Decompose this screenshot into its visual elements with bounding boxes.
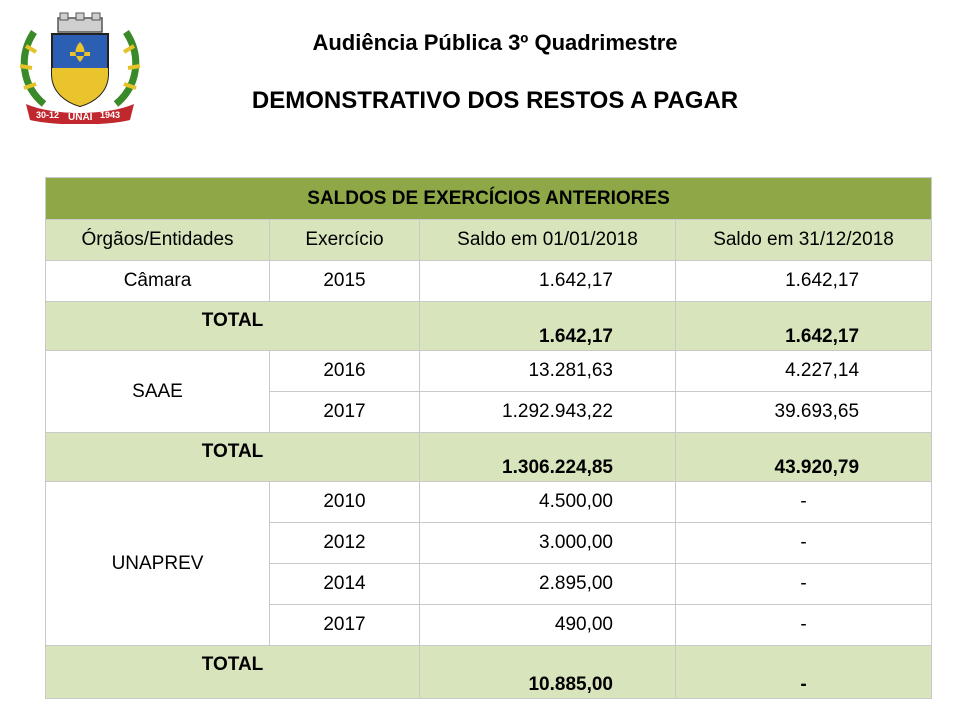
org-saae: SAAE	[46, 351, 270, 433]
total-row-saae	[46, 433, 932, 482]
year-cell: 2012	[270, 523, 420, 564]
page-title: Audiência Pública 3º Quadrimestre	[312, 30, 678, 55]
year-cell: 2016	[270, 351, 420, 392]
saldo-final-cell: 39.693,65	[676, 392, 932, 433]
total-saldo-inicial: 10.885,00	[420, 646, 676, 699]
saldo-inicial-cell: 490,00	[420, 605, 676, 646]
table-row	[46, 482, 932, 523]
logo-year-text: 1943	[100, 110, 121, 120]
saldo-inicial-cell: 2.895,00	[420, 564, 676, 605]
saldo-final-cell: -	[676, 605, 932, 646]
total-saldo-final: -	[676, 646, 932, 699]
saldo-final-cell: 1.642,17	[676, 261, 932, 302]
year-cell: 2017	[270, 605, 420, 646]
saldo-inicial-cell: 3.000,00	[420, 523, 676, 564]
saldo-inicial-cell: 1.642,17	[420, 261, 676, 302]
org-unaprev: UNAPREV	[46, 482, 270, 646]
total-saldo-inicial: 1.306.224,85	[420, 433, 676, 482]
column-header-saldo-final: Saldo em 31/12/2018	[676, 220, 932, 261]
logo-date-text: 30-12	[36, 110, 60, 120]
page-subtitle: DEMONSTRATIVO DOS RESTOS A PAGAR	[251, 87, 739, 114]
table-row	[46, 351, 932, 392]
column-header-row	[46, 220, 932, 261]
total-saldo-inicial: 1.642,17	[420, 302, 676, 351]
saldo-final-cell: 4.227,14	[676, 351, 932, 392]
logo-city-text: UNAI	[68, 112, 93, 123]
year-cell: 2015	[270, 261, 420, 302]
total-label: TOTAL	[46, 433, 420, 482]
column-header-saldo-inicial: Saldo em 01/01/2018	[420, 220, 676, 261]
total-row-camara	[46, 302, 932, 351]
org-camara: Câmara	[46, 261, 270, 302]
restos-a-pagar-table	[45, 177, 932, 699]
total-row-unaprev	[46, 646, 932, 699]
saldo-inicial-cell: 4.500,00	[420, 482, 676, 523]
total-label: TOTAL	[46, 302, 420, 351]
year-cell: 2010	[270, 482, 420, 523]
table-caption-row	[46, 178, 932, 220]
table-caption: SALDOS DE EXERCÍCIOS ANTERIORES	[46, 178, 932, 220]
column-header-year: Exercício	[270, 220, 420, 261]
saldo-final-cell: -	[676, 564, 932, 605]
saldo-final-cell: -	[676, 523, 932, 564]
saldo-inicial-cell: 13.281,63	[420, 351, 676, 392]
total-label: TOTAL	[46, 646, 420, 699]
table-row	[46, 261, 932, 302]
column-header-org: Órgãos/Entidades	[46, 220, 270, 261]
saldo-inicial-cell: 1.292.943,22	[420, 392, 676, 433]
saldo-final-cell: -	[676, 482, 932, 523]
total-saldo-final: 1.642,17	[676, 302, 932, 351]
total-saldo-final: 43.920,79	[676, 433, 932, 482]
year-cell: 2014	[270, 564, 420, 605]
year-cell: 2017	[270, 392, 420, 433]
